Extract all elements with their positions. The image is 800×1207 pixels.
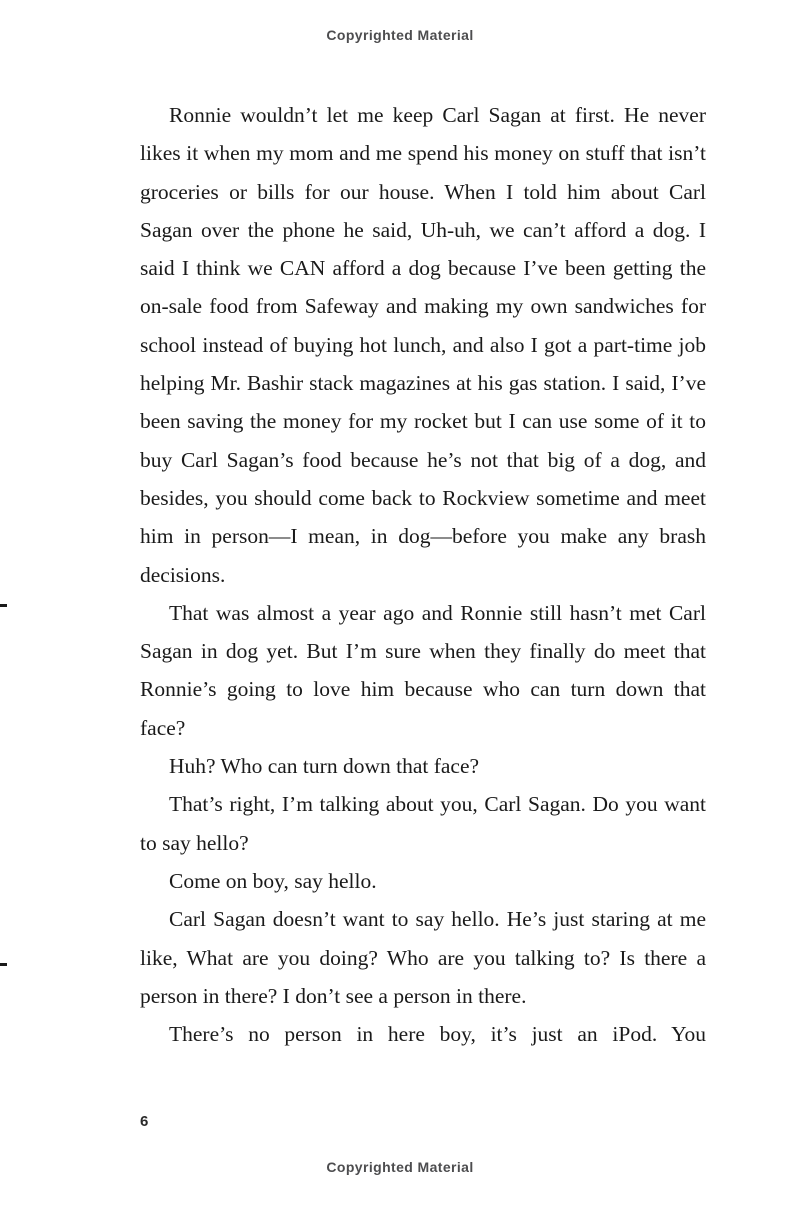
paragraph: That was almost a year ago and Ronnie still hasn’t met Carl Sagan in dog yet. But I’m sure when they finally do meet that Ronnie’s going to love him because who can turn down that face? (140, 600, 706, 740)
edge-mark-top (0, 604, 7, 607)
body-text (140, 96, 706, 1053)
page-number: 6 (140, 1113, 149, 1130)
paragraph: There’s no person in here boy, it’s just an iPod. You (169, 1022, 706, 1047)
copyright-notice-bottom: Copyrighted Material (326, 1159, 474, 1175)
paragraph: Come on boy, say hello. (169, 868, 377, 893)
paragraph: Ronnie wouldn’t let me keep Carl Sagan at first. He never likes it when my mom and me spend his money on stuff that isn’t groceries or bills for our house. When I told him about Carl Sagan over the phone he said, Uh-uh, we can’t afford a dog. I said I think we CAN afford a dog because I’ve been getting the on-sale food from Safeway and making my own sandwiches for school instead of buying hot lunch, and also I got a part-time job helping Mr. Bashir stack magazines at his gas station. I said, I’ve been saving the money for my rocket but I can use some of it to buy Carl Sagan’s food because he’s not that big of a dog, and besides, you should come back to Rockview sometime and meet him in person—I mean, in dog—before you make any brash decisions. (140, 103, 706, 587)
paragraph: Carl Sagan doesn’t want to say hello. He’s just staring at me like, What are you doing? Who are you talking to? Is there a person in there? I don’t see a person in there. (140, 907, 706, 1008)
paragraph: That’s right, I’m talking about you, Carl Sagan. Do you want to say hello? (140, 792, 706, 855)
edge-mark-bottom (0, 963, 7, 966)
paragraph: Huh? Who can turn down that face? (169, 754, 480, 779)
copyright-notice-top: Copyrighted Material (326, 27, 474, 43)
